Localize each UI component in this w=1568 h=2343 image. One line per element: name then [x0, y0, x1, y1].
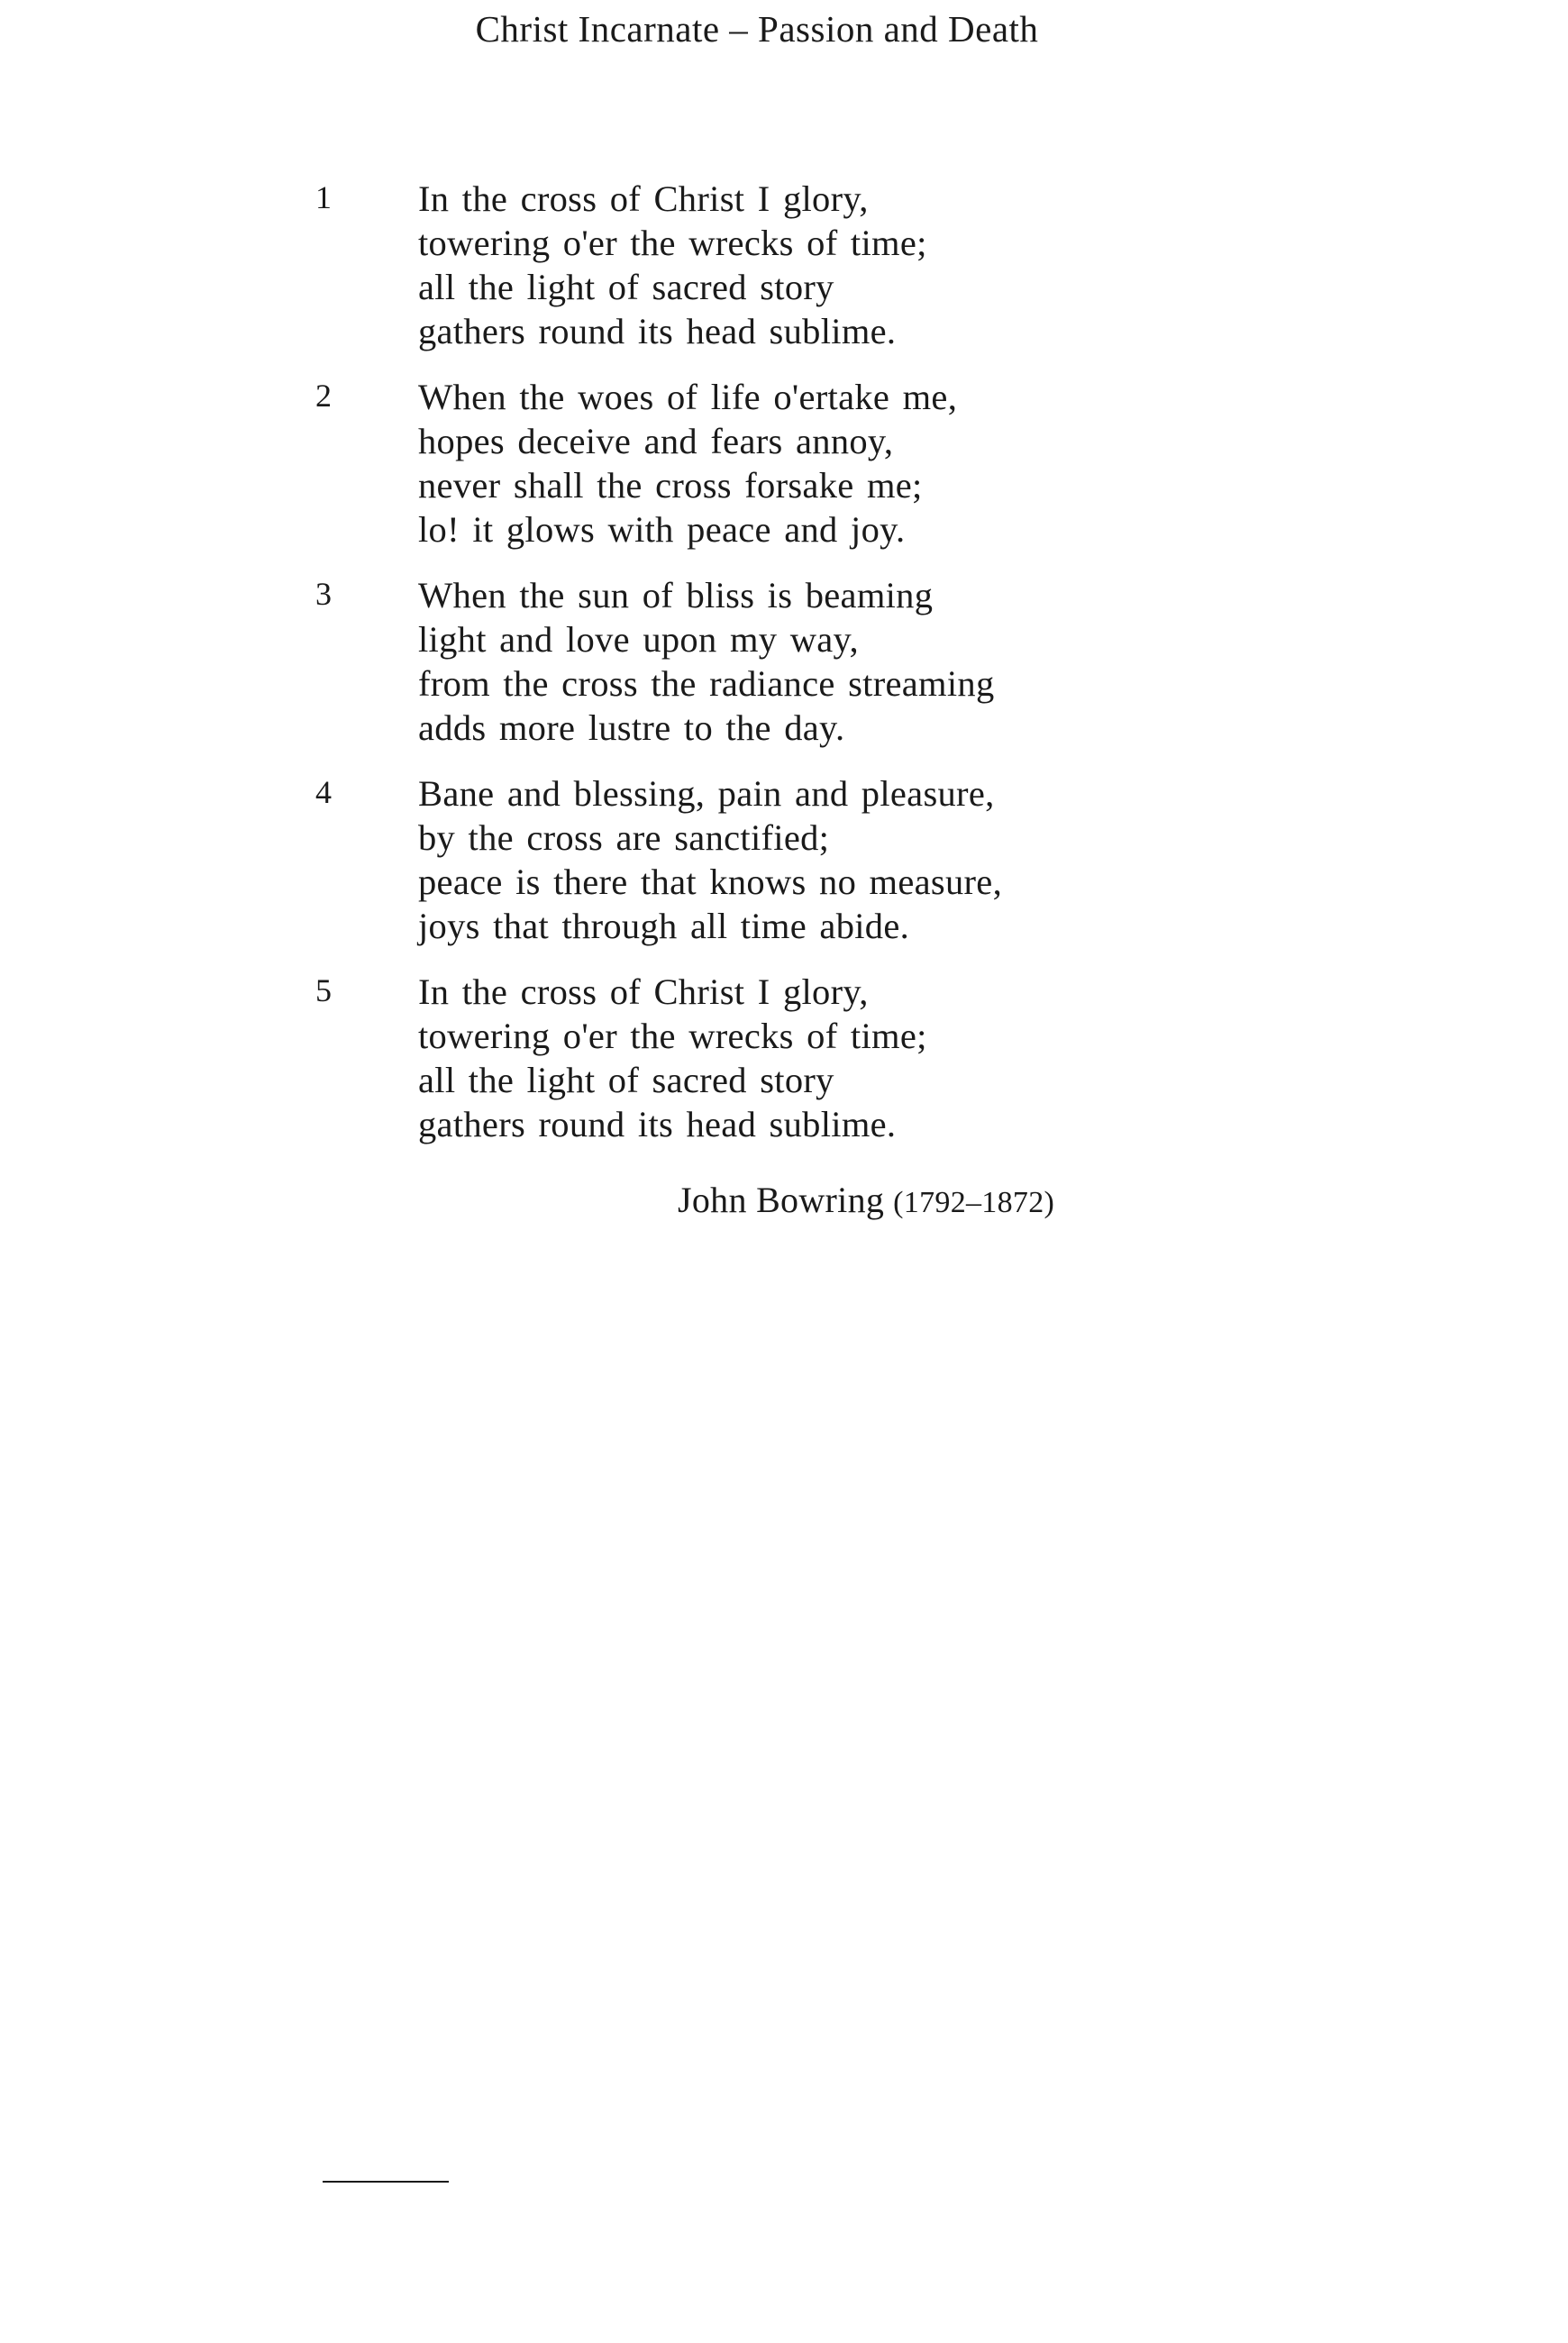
verse-line: lo! it glows with peace and joy.	[418, 509, 906, 550]
verse-line: hopes deceive and fears annoy,	[418, 421, 894, 461]
verse-line: by the cross are sanctified;	[418, 817, 830, 858]
verse-number: 3	[315, 576, 332, 612]
verse-lines	[418, 177, 1217, 353]
verse-5	[315, 970, 1217, 1146]
verse-line: joys that through all time abide.	[418, 906, 910, 946]
verse-line: When the sun of bliss is beaming	[418, 575, 934, 615]
verse-number: 4	[315, 774, 332, 810]
verse-line: When the woes of life o'ertake me,	[418, 377, 958, 417]
verse-line: peace is there that knows no measure,	[418, 862, 1002, 902]
verse-line: never shall the cross forsake me;	[418, 465, 923, 506]
verse-line: all the light of sacred story	[418, 267, 834, 307]
verse-2	[315, 375, 1217, 552]
verse-line: towering o'er the wrecks of time;	[418, 1016, 927, 1056]
verse-lines	[418, 573, 1217, 750]
verse-3	[315, 573, 1217, 750]
verse-line: towering o'er the wrecks of time;	[418, 223, 927, 263]
verse-line: gathers round its head sublime.	[418, 311, 897, 351]
author-name: John Bowring	[678, 1180, 885, 1220]
verse-number: 2	[315, 378, 332, 414]
verse-line: In the cross of Christ I glory,	[418, 971, 869, 1012]
running-header	[0, 7, 1568, 50]
verse-1	[315, 177, 1217, 353]
verse-line: gathers round its head sublime.	[418, 1104, 897, 1144]
verse-4	[315, 771, 1217, 948]
verse-line: light and love upon my way,	[418, 619, 859, 660]
verse-lines	[418, 375, 1217, 552]
page-title: Christ Incarnate – Passion and Death	[475, 8, 1039, 50]
verse-line: Bane and blessing, pain and pleasure,	[418, 773, 995, 814]
verse-line: from the cross the radiance streaming	[418, 663, 995, 704]
verse-line: In the cross of Christ I glory,	[418, 178, 869, 219]
author-dates: (1792–1872)	[893, 1186, 1055, 1219]
verse-number: 1	[315, 179, 332, 215]
verse-line: all the light of sacred story	[418, 1060, 834, 1100]
verse-lines	[418, 771, 1217, 948]
verse-number: 5	[315, 972, 332, 1008]
verse-line: adds more lustre to the day.	[418, 707, 845, 748]
hymn-text	[315, 177, 1217, 1168]
footnote-divider	[323, 2181, 449, 2183]
author-attribution	[678, 1179, 1054, 1221]
verse-lines	[418, 970, 1217, 1146]
